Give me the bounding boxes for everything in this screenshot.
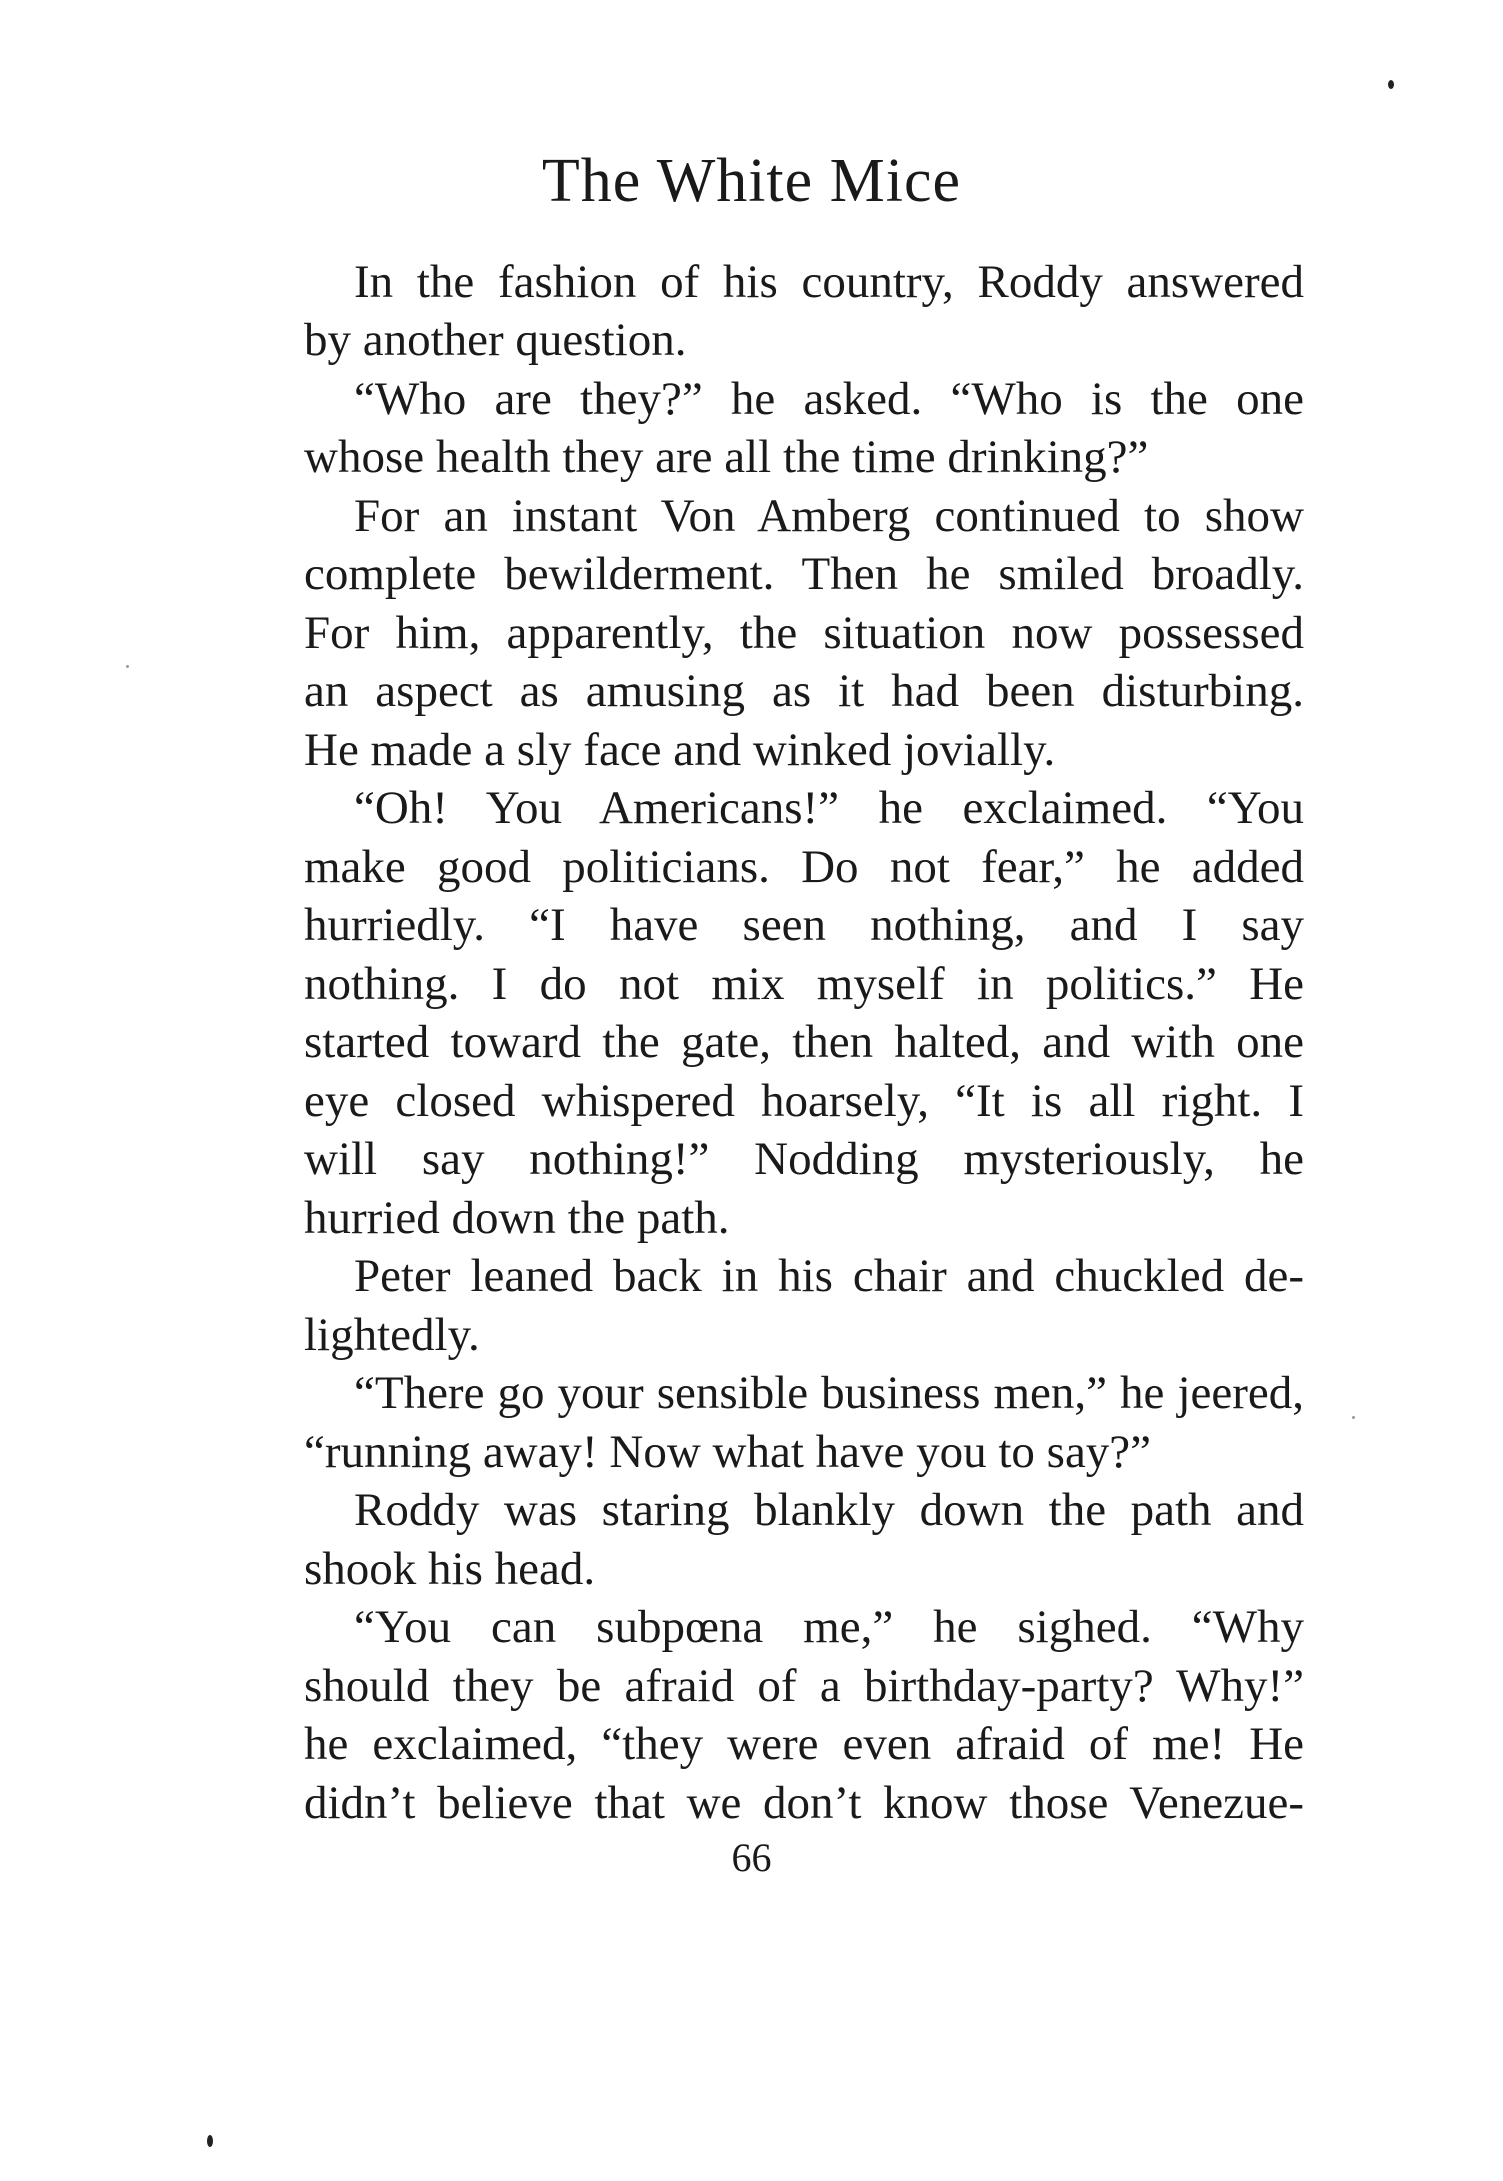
text-line: For an instant Von Amberg continued to show	[354, 490, 1304, 542]
text-line: hurried down the path.	[304, 1192, 730, 1244]
text-line: by another question.	[304, 314, 687, 366]
text-line: hurriedly. “I have seen nothing, and I say	[304, 899, 1304, 951]
scan-speck	[126, 665, 129, 668]
text-line: In the fashion of his country, Roddy answered	[354, 256, 1304, 308]
text-line: shook his head.	[304, 1543, 596, 1595]
text-line: started toward the gate, then halted, and with one	[304, 1016, 1304, 1068]
scan-speck	[1388, 80, 1394, 89]
text-line: Roddy was staring blankly down the path and	[354, 1484, 1304, 1536]
text-line: For him, apparently, the situation now possessed	[304, 607, 1304, 659]
text-line: whose health they are all the time drinking?”	[304, 431, 1149, 483]
text-line: didn’t believe that we don’t know those Venezue-	[304, 1777, 1304, 1829]
scan-speck	[1352, 1416, 1355, 1419]
text-line: he exclaimed, “they were even afraid of me! He	[304, 1718, 1304, 1770]
running-head: The White Mice	[541, 147, 962, 215]
text-line: eye closed whispered hoarsely, “It is all right. I	[304, 1075, 1304, 1127]
text-line: make good politicians. Do not fear,” he added	[304, 841, 1304, 893]
text-line: complete bewilderment. Then he smiled broadly.	[304, 548, 1304, 600]
text-line: nothing. I do not mix myself in politics.” He	[304, 958, 1304, 1010]
text-line: “There go your sensible business men,” he jeered,	[354, 1367, 1304, 1419]
text-line: “You can subpœna me,” he sighed. “Why	[354, 1601, 1304, 1653]
text-line: should they be afraid of a birthday-party? Why!”	[304, 1660, 1304, 1712]
text-line: “Who are they?” he asked. “Who is the one	[354, 373, 1304, 425]
text-line: “Oh! You Americans!” he exclaimed. “You	[354, 782, 1304, 834]
text-line: Peter leaned back in his chair and chuckled de-	[354, 1250, 1304, 1302]
page-number: 66	[731, 1835, 772, 1880]
text-line: lightedly.	[304, 1309, 480, 1361]
scan-speck	[207, 2135, 213, 2147]
text-line: “running away! Now what have you to say?”	[304, 1426, 1152, 1478]
text-line: an aspect as amusing as it had been disturbing.	[304, 665, 1304, 717]
text-line: will say nothing!” Nodding mysteriously, he	[304, 1133, 1304, 1185]
text-line: He made a sly face and winked jovially.	[304, 724, 1056, 776]
